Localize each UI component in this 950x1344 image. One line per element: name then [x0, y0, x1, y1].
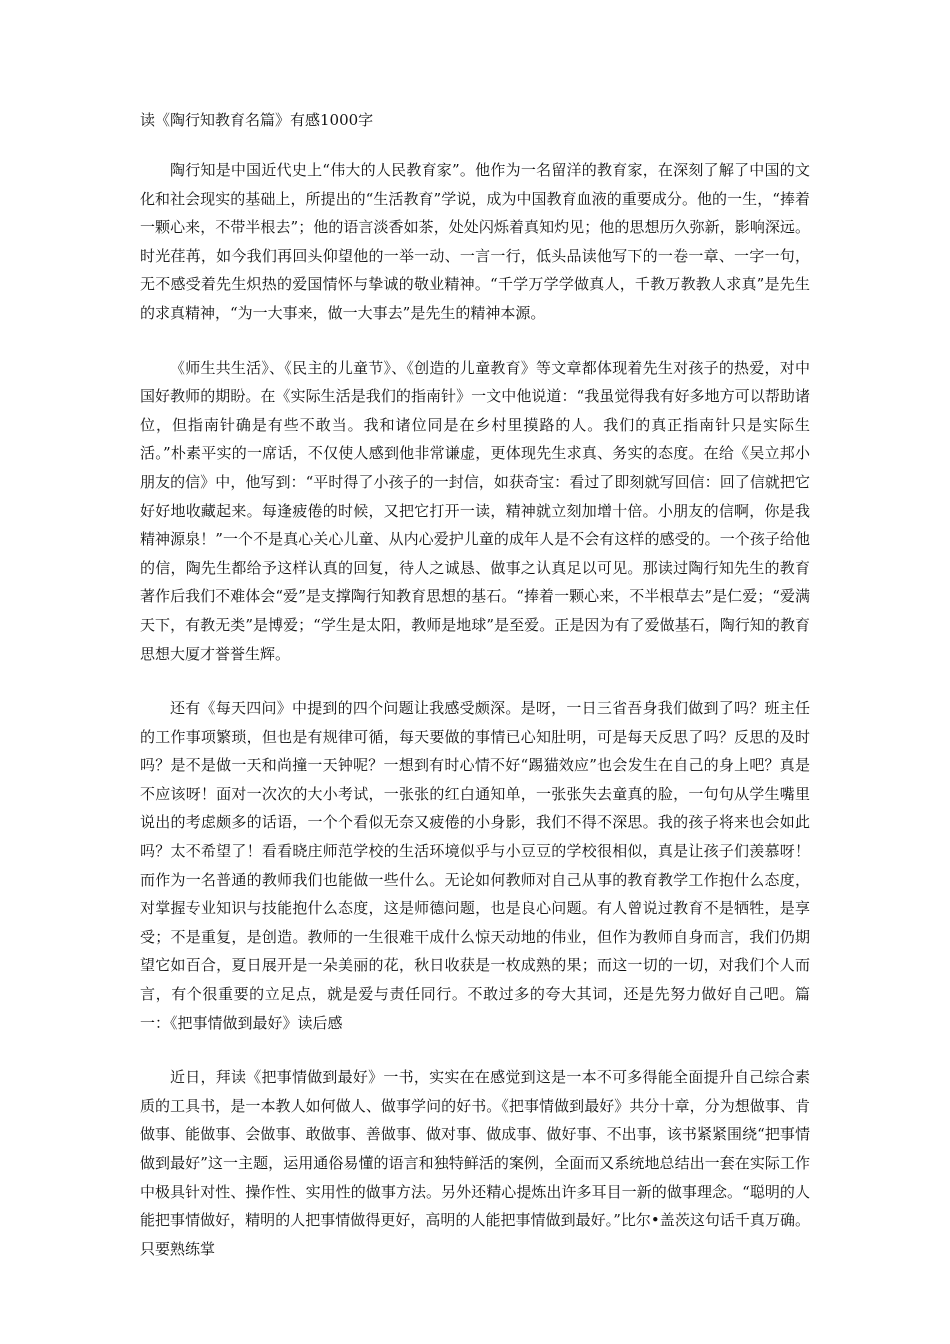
paragraph-4: 近日，拜读《把事情做到最好》一书，实实在在感觉到这是一本不可多得能全面提升自己综合素质的工具书，是一本教人如何做人、做事学问的好书。《把事情做到最好》共分十章，分为想做事、肯做事、能做事、会做事、敢做事、善做事、做对事、做成事、做好事、不出事，该书紧紧围绕“把事情做到最好”这一主题，运用通俗易懂的语言和独特鲜活的案例，全面而又系统地总结出一套在实际工作中极具针对性、操作性、实用性的做事方法。另外还精心提炼出许多耳目一新的做事理念。“聪明的人能把事情做好，精明的人把事情做得更好，高明的人能把事情做到最好。”比尔•盖茨这句话千真万确。只要熟练掌: [140, 1068, 810, 1258]
document-page: [140, 96, 810, 1289]
paragraph-2: 《师生共生活》、《民主的儿童节》、《创造的儿童教育》等文章都体现着先生对孩子的热爱，对中国好教师的期盼。在《实际生活是我们的指南针》一文中他说道：“我虽觉得我有好多地方可以帮助诸位，但指南针确是有些不敢当。我和诸位同是在乡村里摸路的人。我们的真正指南针只是实际生活。”朴素平实的一席话，不仅使人感到他非常谦虚，更体现先生求真、务实的态度。在给《吴立邦小朋友的信》中，他写到：“平时得了小孩子的一封信，如获奇宝：看过了即刻就写回信：回了信就把它好好地收藏起来。每逢疲倦的时候，又把它打开一读，精神就立刻加增十倍。小朋友的信啊，你是我精神源泉！”一个不是真心关心儿童、从内心爱护儿童的成年人是不会有这样的感受的。一个孩子给他的信，陶先生都给予这样认真的回复，待人之诚恳、做事之认真足以可见。那读过陶行知先生的教育著作后我们不难体会“爱”是支撑陶行知教育思想的基石。“捧着一颗心来，不半根草去”是仁爱；“爱满天下，有教无类”是博爱；“学生是太阳，教师是地球”是至爱。正是因为有了爱做基石，陶行知的教育思想大厦才誉誉生辉。: [140, 358, 810, 663]
paragraph-3: 还有《每天四问》中提到的四个问题让我感受颇深。是呀，一日三省吾身我们做到了吗？班主任的工作事项繁琐，但也是有规律可循，每天要做的事情已心知肚明，可是每天反思了吗？反思的及时吗？是不是做一天和尚撞一天钟呢？一想到有时心情不好“踢猫效应”也会发生在自己的身上吧？真是不应该呀！面对一次次的大小考试，一张张的红白通知单，一张张失去童真的脸，一句句从学生嘴里说出的考虑颇多的话语，一个个看似无奈又疲倦的小身影，我们不得不深思。我的孩子将来也会如此吗？太不希望了！看看晓庄师范学校的生活环境似乎与小豆豆的学校很相似，真是让孩子们羡慕呀！而作为一名普通的教师我们也能做一些什么。无论如何教师对自己从事的教育教学工作抱什么态度，对掌握专业知识与技能抱什么态度，这是师德问题，也是良心问题。有人曾说过教育不是牺牲，是享受；不是重复，是创造。教师的一生很难干成什么惊天动地的伟业，但作为教师自身而言，我们仍期望它如百合，夏日展开是一朵美丽的花，秋日收获是一枚成熟的果；而这一切的一切，对我们个人而言，有个很重要的立足点，就是爱与责任同行。不敢过多的夸大其词，还是先努力做好自己吧。篇一：《把事情做到最好》读后感: [140, 699, 810, 1032]
paragraph-1: 陶行知是中国近代史上“伟大的人民教育家”。他作为一名留洋的教育家，在深刻了解了中国的文化和社会现实的基础上，所提出的“生活教育”学说，成为中国教育血液的重要成分。他的一生，“捧着一颗心来，不带半根去”；他的语言淡香如茶，处处闪烁着真知灼见；他的思想历久弥新，影响深远。时光荏苒，如今我们再回头仰望他的一举一动、一言一行，低头品读他写下的一卷一章、一字一句，无不感受着先生炽热的爱国情怀与挚诚的敬业精神。“千学万学学做真人，千教万教教人求真”是先生的求真精神，“为一大事来，做一大事去”是先生的精神本源。: [140, 161, 810, 322]
document-title: 读《陶行知教育名篇》有感1000字: [140, 111, 374, 129]
